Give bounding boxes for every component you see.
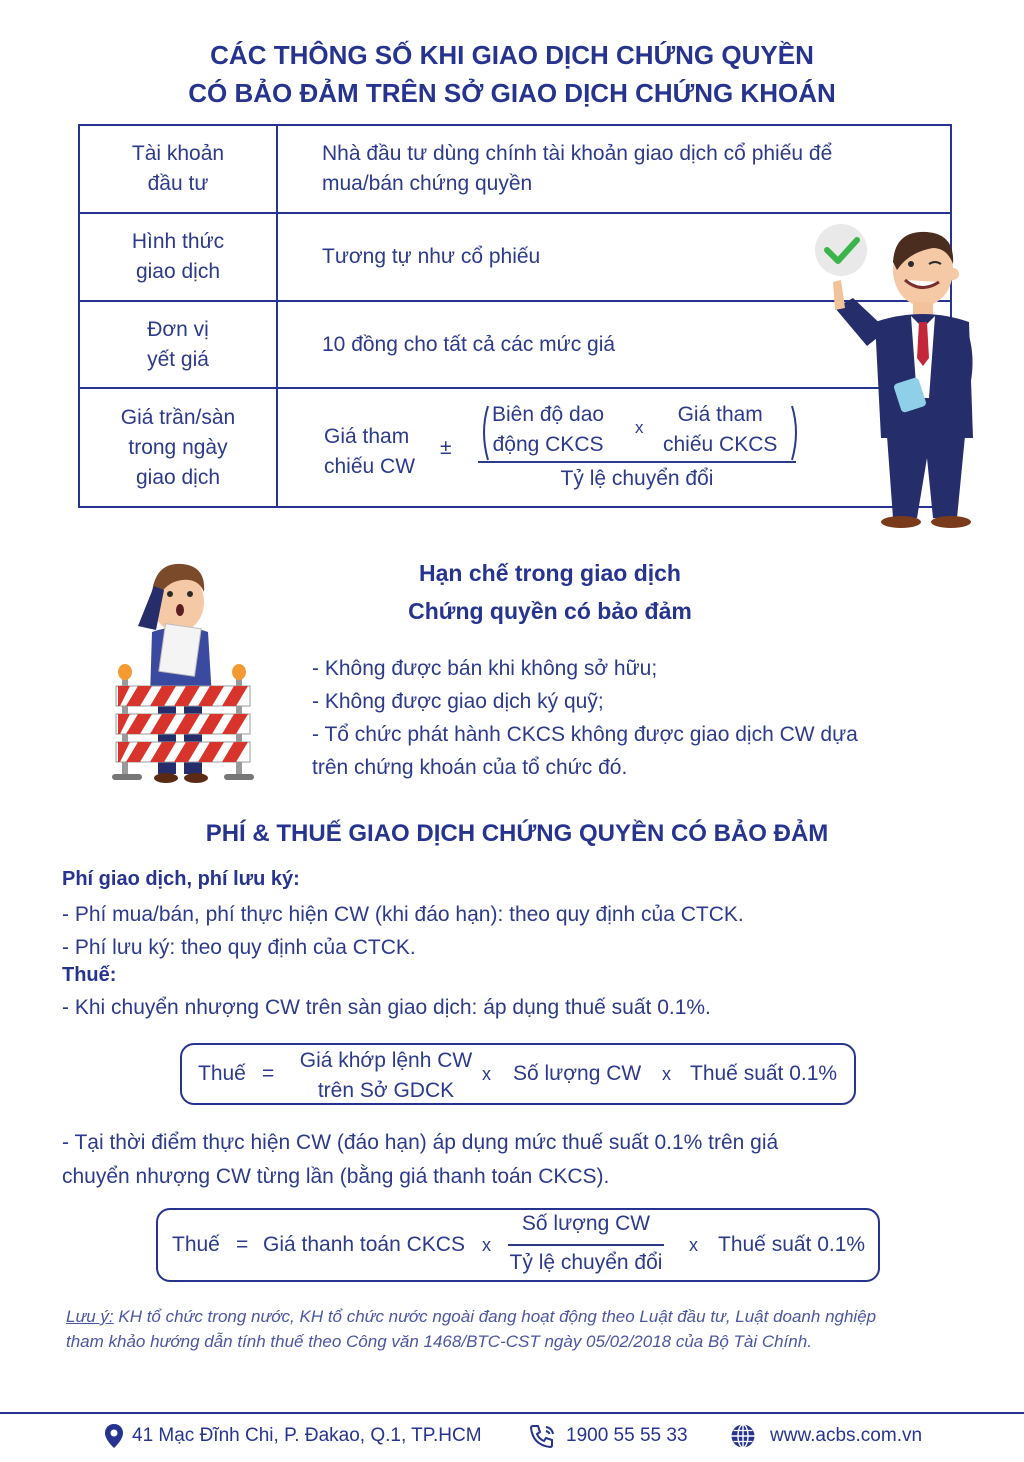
tax-item-2: - Tại thời điểm thực hiện CW (đáo hạn) áp dụng mức thuế suất 0.1% trên giá chuyển nhượng CW từng lần (bằng giá thanh toán CKCS). xyxy=(62,1131,779,1188)
list-item: - Tổ chức phát hành CKCS không được giao dịch CW dựa xyxy=(312,723,858,746)
fees-list xyxy=(62,898,744,964)
formula-denominator: Tỷ lệ chuyển đổi xyxy=(560,467,714,490)
note-line-1: KH tổ chức trong nước, KH tổ chức nước ngoài đang hoạt động theo Luật đầu tư, Luật doanh nghiệp xyxy=(113,1307,877,1326)
formula2-times-2: x xyxy=(689,1235,698,1255)
formula2-lhs: Thuế xyxy=(172,1233,220,1256)
row-value: Nhà đầu tư dùng chính tài khoản giao dịch cổ phiếu để mua/bán chứng quyền xyxy=(322,142,833,195)
formula-band: Biên độ dao động CKCS xyxy=(492,403,605,456)
fees-subheading: Phí giao dịch, phí lưu ký: xyxy=(62,868,300,890)
fraction-bar xyxy=(478,461,796,463)
formula2-price: Giá thanh toán CKCS xyxy=(263,1233,465,1256)
formula1-rate: Thuế suất 0.1% xyxy=(690,1062,838,1085)
page-title-line2: CÓ BẢO ĐẢM TRÊN SỞ GIAO DỊCH CHỨNG KHOÁN xyxy=(188,78,836,108)
plus-minus-sign: ± xyxy=(440,436,452,459)
formula1-times-1: x xyxy=(482,1064,491,1084)
page-title-line1: CÁC THÔNG SỐ KHI GIAO DỊCH CHỨNG QUYỀN xyxy=(210,40,814,70)
phone-icon xyxy=(528,1423,558,1449)
table-row xyxy=(80,126,950,214)
formula-underlying-ref: Giá tham chiếu CKCS xyxy=(663,403,778,456)
note-label: Lưu ý: xyxy=(66,1307,114,1326)
formula2-denominator: Tỷ lệ chuyển đổi xyxy=(509,1251,663,1274)
tax-subheading: Thuế: xyxy=(62,964,117,986)
footer-address: 41 Mạc Đĩnh Chi, P. Đakao, Q.1, TP.HCM xyxy=(104,1423,482,1449)
businessman-illustration xyxy=(805,218,980,530)
footer-phone[interactable]: 1900 55 55 33 xyxy=(528,1423,688,1449)
formula1-times-2: x xyxy=(662,1064,671,1084)
formula1-lhs: Thuế xyxy=(198,1062,246,1085)
check-bubble xyxy=(815,224,867,276)
list-item: - Phí lưu ký: theo quy định của CTCK. xyxy=(62,936,416,959)
note-line-2: tham khảo hướng dẫn tính thuế theo Công văn 1468/BTC-CST ngày 05/02/2018 của Bộ Tài Chính. xyxy=(66,1332,812,1351)
footer-website[interactable]: www.acbs.com.vn xyxy=(730,1423,922,1449)
row-value: 10 đồng cho tất cả các mức giá xyxy=(322,332,616,356)
formula1-price: Giá khớp lệnh CW trên Sở GDCK xyxy=(299,1049,473,1102)
barrier-boards xyxy=(116,686,250,762)
formula2-times-1: x xyxy=(482,1235,491,1255)
row-value: Tương tự như cổ phiếu xyxy=(322,245,541,268)
restrictions-heading-l1: Hạn chế trong giao dịch xyxy=(419,560,681,586)
restrictions-heading-l2: Chứng quyền có bảo đảm xyxy=(408,598,692,624)
list-item: - Không được giao dịch ký quỹ; xyxy=(312,690,604,713)
barrier-illustration xyxy=(108,548,258,790)
times-sign: x xyxy=(635,418,644,437)
fees-heading: PHÍ & THUẾ GIAO DỊCH CHỨNG QUYỀN CÓ BẢO ĐẢM xyxy=(205,820,829,847)
list-item: - Không được bán khi không sở hữu; xyxy=(312,657,658,680)
formula2-eq: = xyxy=(236,1233,249,1256)
row-label: Tài khoản đầu tư xyxy=(80,126,278,212)
row-label: Hình thức giao dịch xyxy=(80,214,278,300)
formula-ref-price: Giá tham chiếu CW xyxy=(324,425,416,478)
tax-item-1: - Khi chuyển nhượng CW trên sàn giao dịch: áp dụng thuế suất 0.1%. xyxy=(62,996,711,1019)
list-item: trên chứng khoán của tổ chức đó. xyxy=(312,756,628,779)
formula1-eq: = xyxy=(262,1062,275,1085)
location-pin-icon xyxy=(104,1423,124,1449)
footer-divider xyxy=(0,1412,1024,1414)
restrictions-list xyxy=(312,652,858,784)
formula2-numerator: Số lượng CW xyxy=(521,1212,651,1235)
globe-icon xyxy=(730,1423,756,1449)
note xyxy=(66,1304,966,1354)
row-label: Đơn vị yết giá xyxy=(80,302,278,387)
formula2-fraction-bar xyxy=(508,1244,664,1246)
formula1-qty: Số lượng CW xyxy=(513,1062,642,1085)
formula2-rate: Thuế suất 0.1% xyxy=(718,1233,866,1256)
list-item: - Phí mua/bán, phí thực hiện CW (khi đáo hạn): theo quy định của CTCK. xyxy=(62,903,744,926)
row-label: Giá trần/sàn trong ngày giao dịch xyxy=(80,389,278,506)
